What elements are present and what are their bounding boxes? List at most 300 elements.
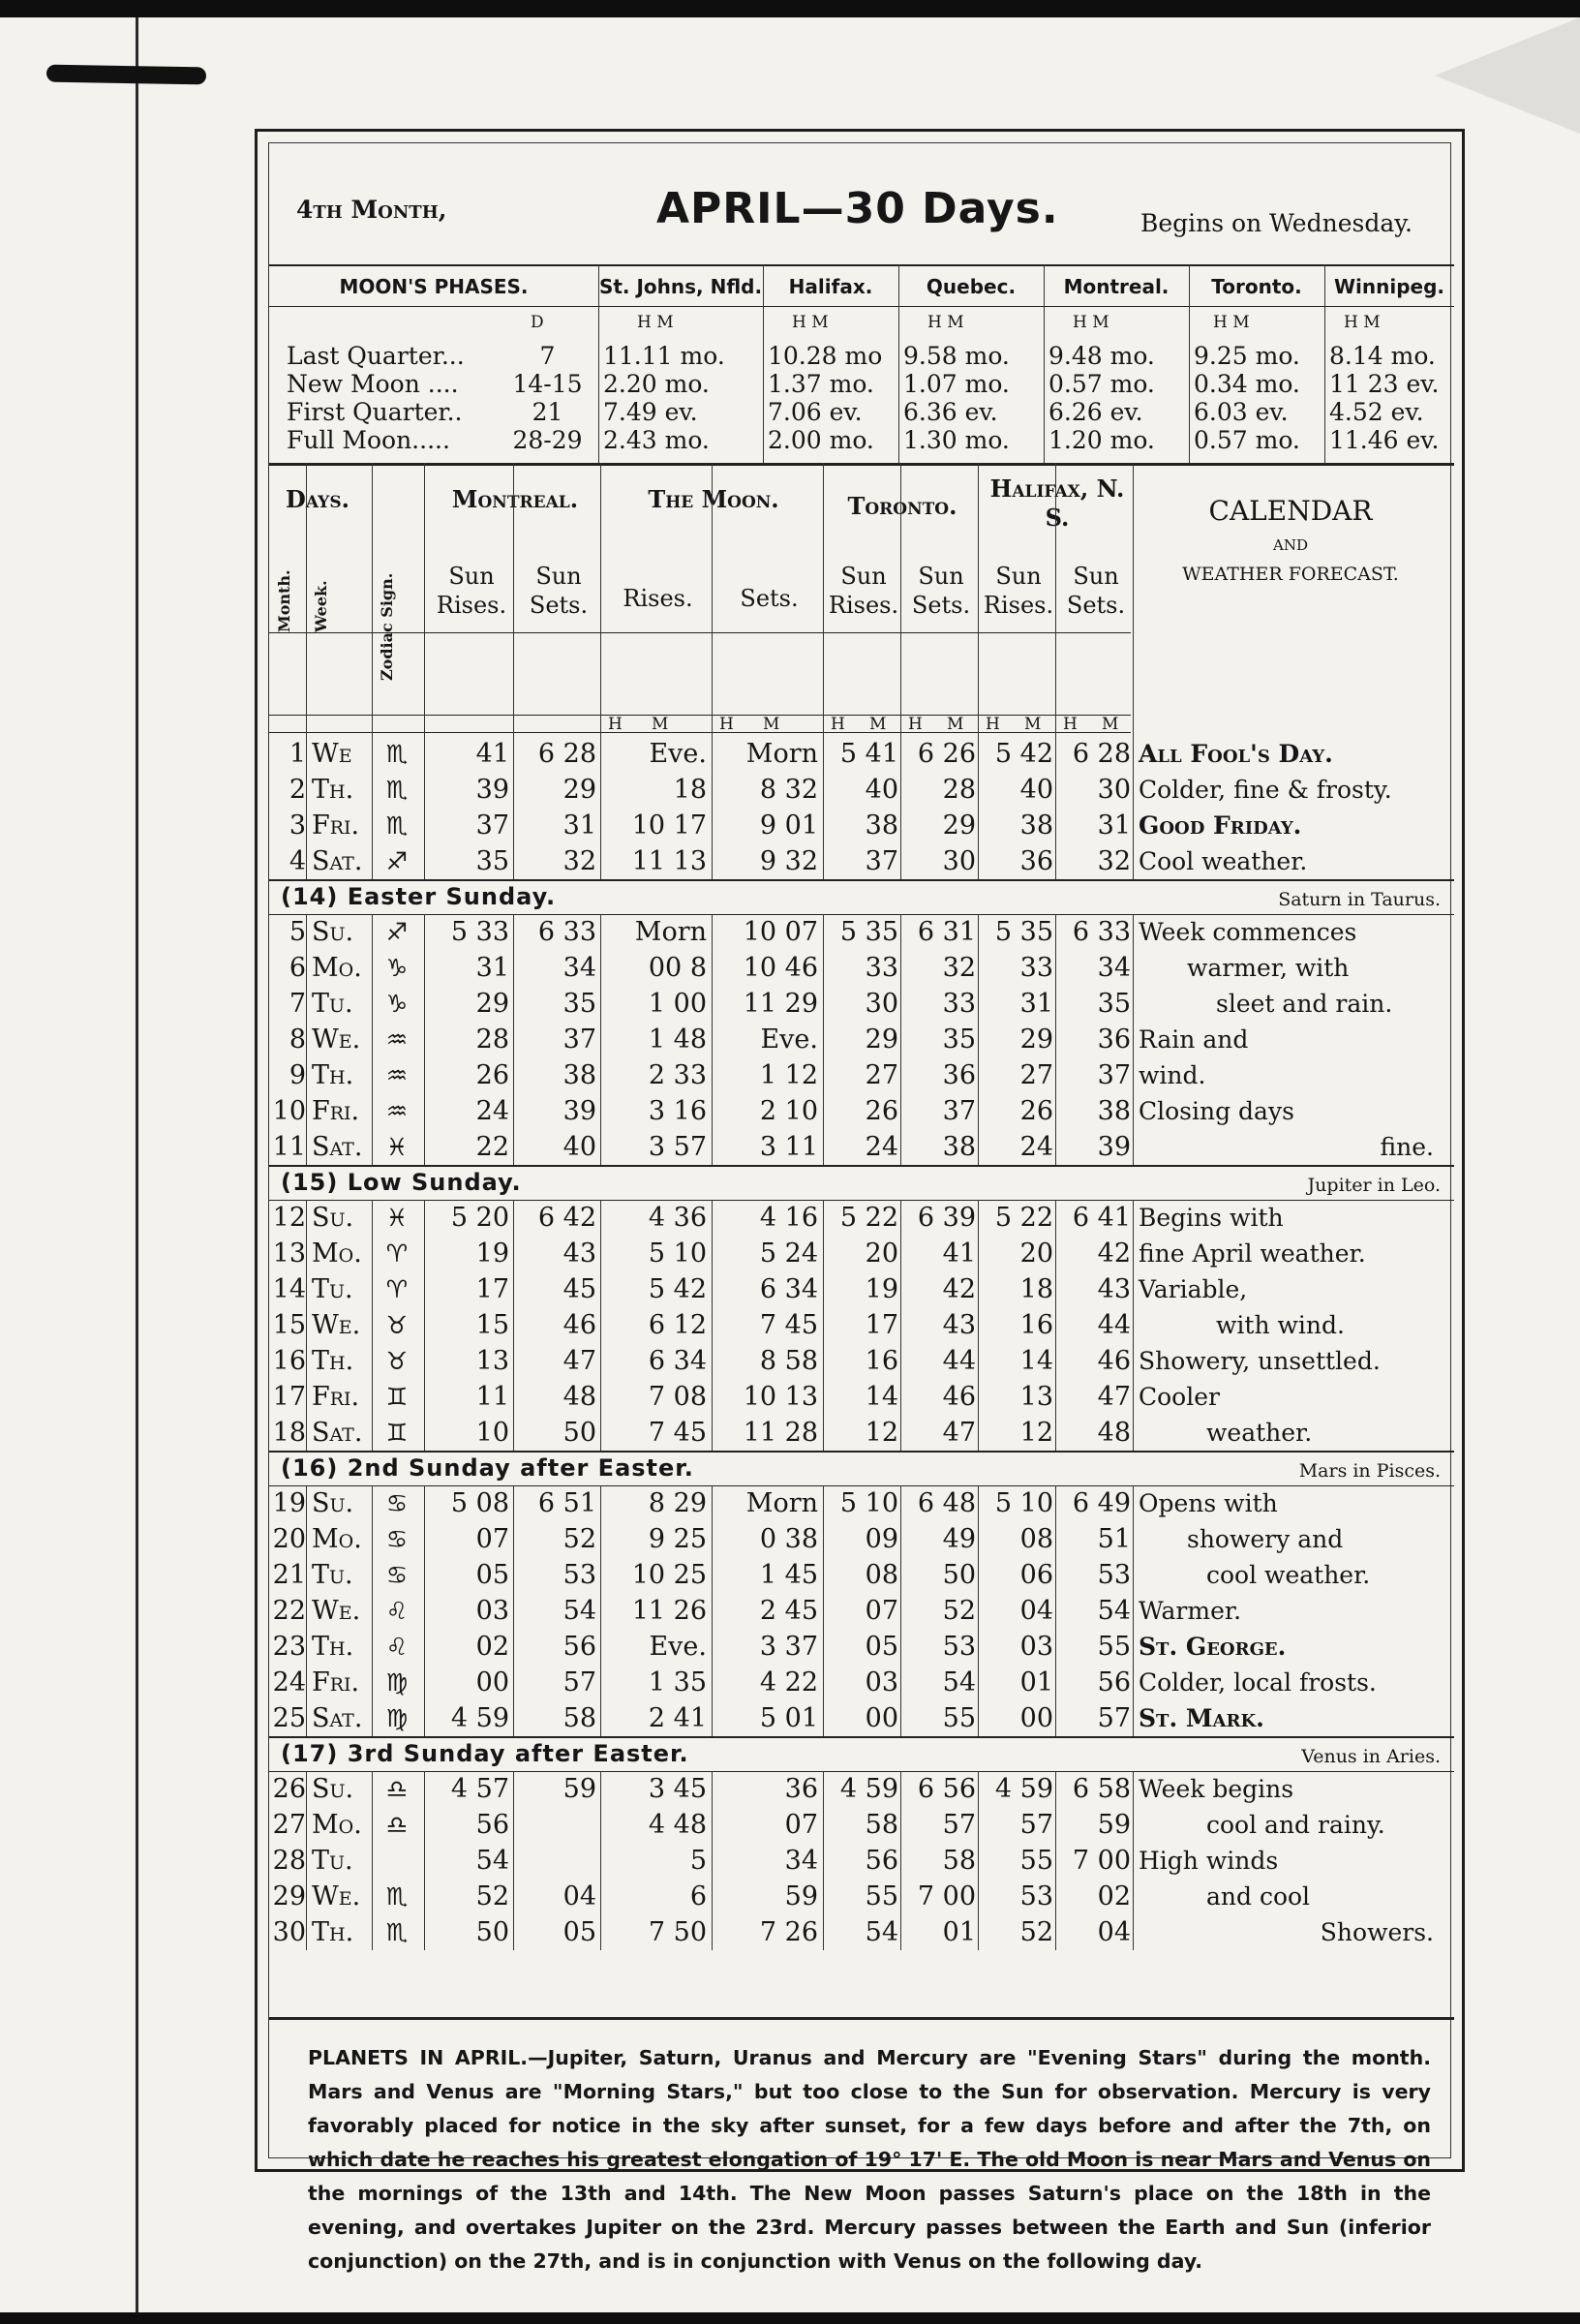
weather-forecast: Showers. bbox=[1320, 1918, 1434, 1946]
toronto-sun-sets: 6 26 bbox=[917, 739, 976, 769]
moon-sets: 3 11 bbox=[759, 1132, 818, 1162]
divider bbox=[269, 463, 1454, 466]
toronto-sun-sets: 43 bbox=[942, 1310, 976, 1340]
toronto-sun-sets: 58 bbox=[942, 1846, 976, 1876]
halifax-sun-rises: 31 bbox=[1019, 989, 1053, 1019]
montreal-sun-rises: 02 bbox=[475, 1632, 509, 1662]
weather-forecast: Week begins bbox=[1139, 1775, 1294, 1803]
weather-forecast: Rain and bbox=[1139, 1025, 1249, 1054]
toronto-sun-sets: 6 39 bbox=[917, 1203, 976, 1233]
column-rule bbox=[424, 1485, 425, 1736]
toronto-sun-rises: 54 bbox=[865, 1917, 898, 1947]
weather-forecast-header: WEATHER FORECAST. bbox=[1182, 564, 1399, 585]
day-of-week: Tu. bbox=[312, 1560, 353, 1590]
page-title: APRIL—30 Days. bbox=[656, 184, 1059, 233]
column-rule bbox=[600, 463, 601, 736]
day-of-week: Mo. bbox=[312, 1524, 362, 1554]
zodiac-sign: ♋ bbox=[385, 1561, 409, 1589]
hm-label: H bbox=[986, 715, 1000, 734]
moon-rises: 1 35 bbox=[648, 1667, 707, 1697]
phase-time: 11 23 ev. bbox=[1329, 370, 1440, 398]
halifax-sun-rises: 13 bbox=[1019, 1382, 1053, 1412]
moon-rises: 1 48 bbox=[648, 1024, 707, 1055]
weather-forecast: fine. bbox=[1380, 1133, 1434, 1161]
folded-corner bbox=[1435, 17, 1580, 134]
table-row bbox=[269, 1807, 1450, 1843]
moon-rises: 10 25 bbox=[631, 1560, 707, 1590]
column-rule bbox=[372, 1771, 373, 1950]
montreal-sun-sets: 35 bbox=[562, 989, 596, 1019]
column-rule bbox=[900, 914, 901, 1165]
zodiac-sign: ♏ bbox=[385, 1918, 409, 1946]
weather-forecast: Opens with bbox=[1139, 1489, 1278, 1517]
day-of-month: 2 bbox=[289, 775, 306, 805]
day-of-week: Su. bbox=[312, 1203, 354, 1233]
day-of-month: 18 bbox=[272, 1418, 306, 1448]
column-rule bbox=[600, 736, 601, 879]
day-of-month: 4 bbox=[289, 846, 306, 876]
phase-time: 2.00 mo. bbox=[768, 426, 874, 454]
toronto-sun-rises: 09 bbox=[865, 1524, 898, 1554]
weather-forecast: weather. bbox=[1206, 1419, 1313, 1447]
zodiac-sign: ♋ bbox=[385, 1489, 409, 1517]
phase-time: 8.14 mo. bbox=[1329, 342, 1436, 370]
toronto-sun-sets: 54 bbox=[942, 1667, 976, 1697]
city-header: Halifax. bbox=[788, 275, 873, 298]
zodiac-sign: ♑ bbox=[385, 990, 409, 1018]
table-row bbox=[269, 950, 1450, 986]
table-row bbox=[269, 1022, 1450, 1057]
toronto-sun-rises: 12 bbox=[865, 1418, 898, 1448]
zodiac-sign: ♌ bbox=[385, 1633, 409, 1661]
halifax-sun-rises: 20 bbox=[1019, 1238, 1053, 1269]
montreal-sun-sets: 6 28 bbox=[537, 739, 596, 769]
halifax-sun-sets: 46 bbox=[1097, 1346, 1131, 1376]
day-of-week: Th. bbox=[312, 775, 354, 805]
day-of-month: 3 bbox=[289, 810, 306, 841]
halifax-sun-sets: 57 bbox=[1097, 1703, 1131, 1733]
weather-forecast: Colder, fine & frosty. bbox=[1139, 776, 1392, 804]
day-of-week: We. bbox=[312, 1596, 361, 1626]
phase-name: Last Quarter... bbox=[287, 342, 465, 370]
moon-sets: 10 07 bbox=[743, 917, 818, 947]
column-rule bbox=[1055, 1200, 1056, 1451]
halifax-sun-sets: 6 49 bbox=[1072, 1488, 1131, 1518]
day-of-week: Fri. bbox=[312, 1382, 360, 1412]
halifax-sun-rises: 27 bbox=[1019, 1060, 1053, 1090]
halifax-sun-rises: 55 bbox=[1019, 1846, 1053, 1876]
calendar-frame bbox=[255, 129, 1465, 2273]
halifax-sun-sets: 38 bbox=[1097, 1096, 1131, 1126]
toronto-sun-sets: 38 bbox=[942, 1132, 976, 1162]
phase-time: 1.30 mo. bbox=[903, 426, 1010, 454]
montreal-sun-sets: 37 bbox=[562, 1024, 596, 1055]
montreal-sun-rises-header: Sun Rises. bbox=[436, 563, 507, 619]
table-row bbox=[269, 986, 1450, 1022]
toronto-sun-sets: 41 bbox=[942, 1238, 976, 1269]
halifax-sun-sets: 35 bbox=[1097, 989, 1131, 1019]
halifax-sun-rises: 33 bbox=[1019, 953, 1053, 983]
weather-forecast: and cool bbox=[1206, 1882, 1311, 1911]
montreal-sun-rises: 5 20 bbox=[450, 1203, 509, 1233]
weather-forecast: with wind. bbox=[1216, 1311, 1345, 1339]
moon-rises: 8 29 bbox=[648, 1488, 707, 1518]
divider bbox=[269, 264, 1454, 266]
zodiac-sign: ♈ bbox=[385, 1275, 409, 1303]
halifax-sun-sets: 43 bbox=[1097, 1274, 1131, 1304]
day-of-month: 15 bbox=[272, 1310, 306, 1340]
halifax-sun-sets: 32 bbox=[1097, 846, 1131, 876]
column-rule bbox=[1133, 736, 1134, 879]
calendar-header: CALENDAR bbox=[1208, 495, 1373, 527]
day-of-week: Su. bbox=[312, 1774, 354, 1804]
zodiac-sign: ♐ bbox=[385, 847, 409, 875]
phase-name: First Quarter.. bbox=[287, 398, 463, 426]
column-rule bbox=[600, 1771, 601, 1950]
weather-forecast: Week commences bbox=[1139, 918, 1357, 946]
moon-rises: 18 bbox=[673, 775, 707, 805]
moon-sets: Eve. bbox=[760, 1024, 818, 1055]
hm-label: H bbox=[1063, 715, 1078, 734]
moon-sets: 8 58 bbox=[759, 1346, 818, 1376]
column-rule bbox=[1133, 914, 1134, 1165]
moon-sets: 1 45 bbox=[759, 1560, 818, 1590]
toronto-sun-rises: 24 bbox=[865, 1132, 898, 1162]
phase-time: 9.58 mo. bbox=[903, 342, 1010, 370]
moon-rises: 5 10 bbox=[648, 1238, 707, 1269]
table-row bbox=[269, 1485, 1450, 1521]
halifax-sun-sets: 39 bbox=[1097, 1132, 1131, 1162]
zodiac-sign: ♉ bbox=[385, 1347, 409, 1375]
weather-forecast: St. George. bbox=[1139, 1633, 1287, 1661]
moon-sets: 36 bbox=[784, 1774, 818, 1804]
moon-rises: 6 12 bbox=[648, 1310, 707, 1340]
halifax-sun-sets: 42 bbox=[1097, 1238, 1131, 1269]
column-rule bbox=[424, 736, 425, 879]
toronto-sun-sets: 32 bbox=[942, 953, 976, 983]
moon-rises: Morn bbox=[634, 917, 707, 947]
moon-sets: 6 34 bbox=[759, 1274, 818, 1304]
toronto-sun-rises-header: Sun Rises. bbox=[828, 563, 899, 619]
hm-label: M bbox=[763, 715, 780, 734]
hm-label: M bbox=[1102, 715, 1119, 734]
halifax-sun-sets: 48 bbox=[1097, 1418, 1131, 1448]
montreal-sun-rises: 31 bbox=[475, 953, 509, 983]
toronto-sun-rises: 56 bbox=[865, 1846, 898, 1876]
day-of-month: 7 bbox=[289, 989, 306, 1019]
day-of-week: Tu. bbox=[312, 989, 353, 1019]
week-band-title: (14) Easter Sunday. bbox=[281, 883, 557, 910]
zodiac-sign: ♊ bbox=[385, 1419, 409, 1447]
zodiac-sign: ♓ bbox=[385, 1204, 409, 1232]
toronto-sun-sets: 42 bbox=[942, 1274, 976, 1304]
week-band-note: Mars in Pisces. bbox=[1298, 1460, 1441, 1482]
table-row bbox=[269, 1629, 1450, 1665]
montreal-sun-rises: 10 bbox=[475, 1418, 509, 1448]
zodiac-sign: ♈ bbox=[385, 1239, 409, 1268]
table-row bbox=[269, 1879, 1450, 1914]
zodiac-sign: ♍ bbox=[385, 1668, 409, 1697]
moon-sets: 2 45 bbox=[759, 1596, 818, 1626]
moon-rises: 3 45 bbox=[648, 1774, 707, 1804]
montreal-sun-sets: 34 bbox=[562, 953, 596, 983]
toronto-sun-sets: 37 bbox=[942, 1096, 976, 1126]
toronto-sun-rises: 08 bbox=[865, 1560, 898, 1590]
table-row bbox=[269, 1914, 1450, 1950]
montreal-sun-rises: 19 bbox=[475, 1238, 509, 1269]
toronto-sun-sets: 44 bbox=[942, 1346, 976, 1376]
phase-time: 0.57 mo. bbox=[1048, 370, 1155, 398]
phase-time: 2.20 mo. bbox=[603, 370, 710, 398]
weather-forecast: Cool weather. bbox=[1139, 847, 1308, 875]
day-of-month: 14 bbox=[272, 1274, 306, 1304]
day-of-month: 22 bbox=[272, 1596, 306, 1626]
moon-sets: Morn bbox=[745, 1488, 818, 1518]
planets-note-heading: PLANETS IN APRIL. bbox=[308, 2046, 529, 2069]
table-row bbox=[269, 772, 1450, 808]
zodiac-sign: ♉ bbox=[385, 1311, 409, 1339]
halifax-sun-rises: 5 35 bbox=[994, 917, 1053, 947]
moon-rises: 5 bbox=[689, 1846, 707, 1876]
toronto-sun-sets: 7 00 bbox=[917, 1881, 976, 1911]
day-of-month: 26 bbox=[272, 1774, 306, 1804]
column-rule bbox=[1055, 463, 1056, 736]
toronto-sun-sets: 29 bbox=[942, 810, 976, 841]
montreal-sun-sets: 31 bbox=[562, 810, 596, 841]
binding-mark bbox=[46, 65, 206, 85]
phase-time: 11.11 mo. bbox=[603, 342, 725, 370]
hm-label: M bbox=[1024, 715, 1042, 734]
zodiac-sign: ♏ bbox=[385, 740, 409, 768]
column-rule bbox=[424, 1771, 425, 1950]
halifax-sun-rises: 4 59 bbox=[994, 1774, 1053, 1804]
halifax-sun-rises: 53 bbox=[1019, 1881, 1053, 1911]
halifax-sun-rises: 06 bbox=[1019, 1560, 1053, 1590]
day-of-month: 17 bbox=[272, 1382, 306, 1412]
day-of-week: Sat. bbox=[312, 1703, 363, 1733]
moon-sets: 2 10 bbox=[759, 1096, 818, 1126]
day-of-month: 9 bbox=[289, 1060, 306, 1090]
table-row bbox=[269, 736, 1450, 772]
phase-time: 0.34 mo. bbox=[1194, 370, 1300, 398]
halifax-sun-sets: 6 58 bbox=[1072, 1774, 1131, 1804]
column-rule bbox=[712, 1771, 713, 1950]
montreal-sun-rises: 17 bbox=[475, 1274, 509, 1304]
table-row bbox=[269, 1665, 1450, 1700]
phase-time: 7.06 ev. bbox=[768, 398, 863, 426]
weather-forecast: cool weather. bbox=[1206, 1561, 1371, 1589]
montreal-sun-sets: 52 bbox=[562, 1524, 596, 1554]
column-rule bbox=[978, 1771, 979, 1950]
day-of-week: We bbox=[312, 739, 352, 769]
column-rule bbox=[513, 1771, 514, 1950]
halifax-sun-rises: 36 bbox=[1019, 846, 1053, 876]
column-rule bbox=[823, 463, 824, 736]
moon-sets: 10 46 bbox=[743, 953, 818, 983]
column-rule bbox=[823, 736, 824, 879]
phase-time: 1.37 mo. bbox=[768, 370, 874, 398]
city-header: Winnipeg. bbox=[1333, 275, 1445, 298]
column-rule bbox=[900, 736, 901, 879]
phase-time: 11.46 ev. bbox=[1329, 426, 1440, 454]
montreal-sun-sets: 6 51 bbox=[537, 1488, 596, 1518]
hm-label: H bbox=[719, 715, 734, 734]
halifax-sun-rises: 52 bbox=[1019, 1917, 1053, 1947]
phase-time: 6.03 ev. bbox=[1194, 398, 1289, 426]
phase-time: 2.43 mo. bbox=[603, 426, 710, 454]
day-of-week: Su. bbox=[312, 1488, 354, 1518]
moon-rises: 11 13 bbox=[631, 846, 707, 876]
column-rule bbox=[900, 463, 901, 736]
city-header: Quebec. bbox=[926, 275, 1017, 298]
column-rule bbox=[372, 463, 373, 736]
moon-sets: 11 28 bbox=[743, 1418, 818, 1448]
zodiac-sign: ♒ bbox=[385, 1097, 409, 1125]
montreal-sun-sets: 56 bbox=[562, 1632, 596, 1662]
halifax-sun-rises: 5 10 bbox=[994, 1488, 1053, 1518]
column-rule bbox=[600, 914, 601, 1165]
weather-forecast: Cooler bbox=[1139, 1383, 1220, 1411]
phase-time: 1.07 mo. bbox=[903, 370, 1010, 398]
phase-name: Full Moon..... bbox=[287, 426, 450, 454]
montreal-sun-rises: 11 bbox=[475, 1382, 509, 1412]
table-row bbox=[269, 1700, 1450, 1736]
toronto-sun-sets: 36 bbox=[942, 1060, 976, 1090]
montreal-sun-sets: 59 bbox=[562, 1774, 596, 1804]
phase-day: 21 bbox=[532, 398, 563, 426]
moon-rises: 11 26 bbox=[631, 1596, 707, 1626]
column-rule bbox=[823, 1771, 824, 1950]
table-row bbox=[269, 1343, 1450, 1379]
table-row bbox=[269, 914, 1450, 950]
day-of-week: We. bbox=[312, 1024, 361, 1055]
table-row bbox=[269, 1057, 1450, 1093]
moon-rises: Eve. bbox=[649, 1632, 707, 1662]
halifax-sun-rises: 08 bbox=[1019, 1524, 1053, 1554]
toronto-sun-sets-header: Sun Sets. bbox=[911, 563, 971, 619]
day-of-week: Sat. bbox=[312, 1132, 363, 1162]
moon-rises: 7 50 bbox=[648, 1917, 707, 1947]
week-band bbox=[269, 879, 1450, 914]
zodiac-sign: ♌ bbox=[385, 1597, 409, 1625]
montreal-sun-rises: 13 bbox=[475, 1346, 509, 1376]
montreal-sun-sets: 04 bbox=[562, 1881, 596, 1911]
halifax-sun-sets: 30 bbox=[1097, 775, 1131, 805]
halifax-sun-sets: 59 bbox=[1097, 1810, 1131, 1840]
weather-forecast: wind. bbox=[1139, 1061, 1206, 1089]
hm-label: H M bbox=[1073, 313, 1109, 332]
montreal-sun-sets: 45 bbox=[562, 1274, 596, 1304]
hm-label: H bbox=[908, 715, 923, 734]
montreal-sun-rises: 22 bbox=[475, 1132, 509, 1162]
weather-forecast: Colder, local frosts. bbox=[1139, 1668, 1377, 1697]
divider bbox=[269, 879, 1454, 881]
day-of-month: 23 bbox=[272, 1632, 306, 1662]
montreal-sun-rises: 37 bbox=[475, 810, 509, 841]
halifax-sun-rises-header: Sun Rises. bbox=[983, 563, 1054, 619]
zodiac-sign: ♏ bbox=[385, 811, 409, 840]
phase-day: 7 bbox=[539, 342, 556, 370]
montreal-sun-sets: 40 bbox=[562, 1132, 596, 1162]
zodiac-sign: ♋ bbox=[385, 1525, 409, 1553]
column-rule bbox=[372, 1200, 373, 1451]
column-rule bbox=[1133, 1771, 1134, 1950]
column-rule bbox=[306, 463, 307, 736]
column-rule bbox=[1133, 1485, 1134, 1736]
divider bbox=[269, 1165, 1454, 1167]
hm-label: H M bbox=[792, 313, 829, 332]
moon-rises: 3 57 bbox=[648, 1132, 707, 1162]
column-rule bbox=[978, 1200, 979, 1451]
toronto-sun-sets: 50 bbox=[942, 1560, 976, 1590]
column-rule bbox=[712, 736, 713, 879]
halifax-sun-sets: 6 33 bbox=[1072, 917, 1131, 947]
halifax-sun-rises: 00 bbox=[1019, 1703, 1053, 1733]
moon-rises: 9 25 bbox=[648, 1524, 707, 1554]
day-of-week: Fri. bbox=[312, 1667, 360, 1697]
column-rule bbox=[513, 463, 514, 736]
halifax-sun-rises: 01 bbox=[1019, 1667, 1053, 1697]
phase-day: 28-29 bbox=[512, 426, 583, 454]
week-band-title: (17) 3rd Sunday after Easter. bbox=[281, 1740, 689, 1767]
toronto-sun-rises: 40 bbox=[865, 775, 898, 805]
toronto-sun-rises: 5 41 bbox=[839, 739, 898, 769]
moon-rises: 1 00 bbox=[648, 989, 707, 1019]
zodiac-column-label: Zodiac Sign. bbox=[378, 572, 396, 681]
moon-sets: 5 24 bbox=[759, 1238, 818, 1269]
week-band bbox=[269, 1736, 1450, 1771]
day-of-month: 6 bbox=[289, 953, 306, 983]
days-header: Days. bbox=[286, 485, 349, 513]
phase-day: 14-15 bbox=[512, 370, 583, 398]
toronto-sun-sets: 28 bbox=[942, 775, 976, 805]
column-rule bbox=[372, 1485, 373, 1736]
toronto-sun-rises: 30 bbox=[865, 989, 898, 1019]
moon-rises: 00 8 bbox=[648, 953, 707, 983]
day-of-week: Tu. bbox=[312, 1846, 353, 1876]
day-of-month: 5 bbox=[289, 917, 306, 947]
column-rule bbox=[900, 1485, 901, 1736]
montreal-sun-sets: 48 bbox=[562, 1382, 596, 1412]
halifax-sun-rises: 40 bbox=[1019, 775, 1053, 805]
column-rule bbox=[306, 1485, 307, 1736]
day-of-month: 28 bbox=[272, 1846, 306, 1876]
phase-row bbox=[269, 342, 1450, 371]
halifax-header: Halifax, N. S. bbox=[989, 474, 1125, 532]
day-of-week: Th. bbox=[312, 1632, 354, 1662]
moon-rises: 2 41 bbox=[648, 1703, 707, 1733]
montreal-sun-rises: 05 bbox=[475, 1560, 509, 1590]
montreal-sun-sets: 50 bbox=[562, 1418, 596, 1448]
hm-label: H M bbox=[1213, 313, 1250, 332]
toronto-sun-rises: 14 bbox=[865, 1382, 898, 1412]
zodiac-sign: ♓ bbox=[385, 1133, 409, 1161]
phase-row bbox=[269, 398, 1450, 427]
toronto-sun-rises: 07 bbox=[865, 1596, 898, 1626]
toronto-sun-rises: 17 bbox=[865, 1310, 898, 1340]
toronto-sun-rises: 16 bbox=[865, 1346, 898, 1376]
moon-sets: 9 01 bbox=[759, 810, 818, 841]
toronto-sun-sets: 6 56 bbox=[917, 1774, 976, 1804]
day-of-week: Mo. bbox=[312, 1238, 362, 1269]
table-row bbox=[269, 1593, 1450, 1629]
week-band-note: Saturn in Taurus. bbox=[1278, 889, 1441, 910]
halifax-sun-sets: 54 bbox=[1097, 1596, 1131, 1626]
halifax-sun-sets: 55 bbox=[1097, 1632, 1131, 1662]
divider bbox=[269, 306, 1454, 307]
montreal-header: Montreal. bbox=[451, 485, 579, 513]
hm-label: H M bbox=[637, 313, 674, 332]
